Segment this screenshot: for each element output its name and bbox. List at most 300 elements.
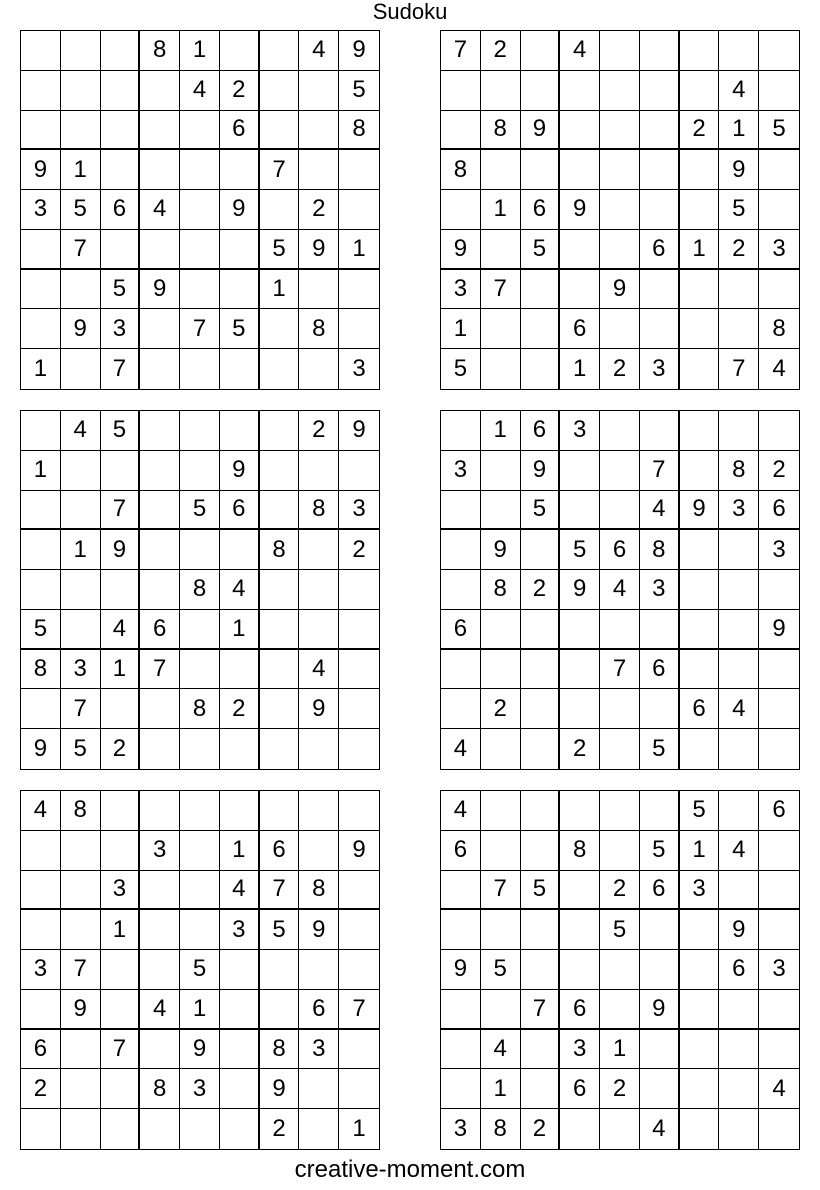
sudoku-cell (260, 31, 300, 71)
sudoku-cell (560, 791, 600, 831)
sudoku-cell: 2 (299, 190, 339, 230)
sudoku-cell (759, 650, 799, 690)
sudoku-cell: 1 (260, 270, 300, 310)
sudoku-cell (521, 729, 561, 769)
sudoku-cell (680, 950, 720, 990)
sudoku-cell (299, 349, 339, 389)
sudoku-cell (21, 1109, 61, 1149)
sudoku-cell (61, 451, 101, 491)
sudoku-cell (680, 729, 720, 769)
sudoku-cell: 7 (481, 270, 521, 310)
sudoku-cell: 2 (600, 349, 640, 389)
sudoku-cell (441, 1069, 481, 1109)
sudoku-cell (339, 910, 379, 950)
sudoku-cell (521, 610, 561, 650)
sudoku-cell: 6 (719, 950, 759, 990)
sudoku-cell: 6 (140, 610, 180, 650)
sudoku-cell (600, 190, 640, 230)
sudoku-cell: 8 (299, 491, 339, 531)
sudoku-cell (600, 451, 640, 491)
sudoku-cell: 2 (521, 1109, 561, 1149)
sudoku-cell (521, 1069, 561, 1109)
sudoku-cell (441, 650, 481, 690)
sudoku-cell: 3 (680, 871, 720, 911)
sudoku-cell (61, 1109, 101, 1149)
sudoku-cell (759, 689, 799, 729)
sudoku-cell (680, 1109, 720, 1149)
sudoku-cell: 5 (21, 610, 61, 650)
sudoku-cell (140, 570, 180, 610)
sudoku-cell (759, 31, 799, 71)
sudoku-cell (61, 71, 101, 111)
sudoku-cell (640, 31, 680, 71)
sudoku-cell: 7 (521, 990, 561, 1030)
sudoku-cell (220, 650, 260, 690)
sudoku-cell (61, 871, 101, 911)
sudoku-cell (180, 650, 220, 690)
sudoku-cell (441, 190, 481, 230)
sudoku-cell: 1 (481, 1069, 521, 1109)
sudoku-cell: 3 (21, 190, 61, 230)
sudoku-cell: 8 (61, 791, 101, 831)
sudoku-cell: 1 (61, 530, 101, 570)
sudoku-cell (759, 990, 799, 1030)
sudoku-cell: 2 (521, 570, 561, 610)
sudoku-cell (339, 1069, 379, 1109)
sudoku-cell: 6 (560, 309, 600, 349)
sudoku-cell (299, 570, 339, 610)
sudoku-cell: 2 (481, 689, 521, 729)
sudoku-cell (640, 111, 680, 151)
sudoku-cell (220, 1069, 260, 1109)
sudoku-cell (21, 990, 61, 1030)
sudoku-cell (481, 491, 521, 531)
sudoku-cell: 7 (61, 950, 101, 990)
sudoku-cell: 1 (680, 230, 720, 270)
sudoku-cell (339, 610, 379, 650)
sudoku-cell (101, 831, 141, 871)
sudoku-cell: 8 (441, 150, 481, 190)
sudoku-cell (21, 71, 61, 111)
sudoku-cell (441, 990, 481, 1030)
sudoku-cell: 1 (560, 349, 600, 389)
sudoku-cell (101, 71, 141, 111)
sudoku-cell: 6 (640, 650, 680, 690)
sudoku-cell (21, 530, 61, 570)
sudoku-cell: 7 (260, 150, 300, 190)
sudoku-cell (140, 689, 180, 729)
sudoku-cell (299, 831, 339, 871)
sudoku-cell (600, 31, 640, 71)
sudoku-cell (339, 1030, 379, 1070)
sudoku-cell (140, 530, 180, 570)
sudoku-cell: 9 (560, 570, 600, 610)
sudoku-cell (759, 871, 799, 911)
sudoku-cell: 5 (61, 190, 101, 230)
sudoku-cell (521, 530, 561, 570)
sudoku-cell: 5 (521, 871, 561, 911)
sudoku-cell (61, 831, 101, 871)
sudoku-cell: 2 (600, 871, 640, 911)
sudoku-cell (521, 150, 561, 190)
sudoku-cell (260, 729, 300, 769)
sudoku-cell: 1 (352, 1115, 366, 1143)
sudoku-cell (680, 349, 720, 389)
sudoku-cell (260, 309, 300, 349)
sudoku-cell (521, 1030, 561, 1070)
sudoku-cell: 9 (600, 270, 640, 310)
sudoku-cell (101, 31, 141, 71)
sudoku-cell: 2 (21, 1069, 61, 1109)
sudoku-cell: 3 (640, 349, 680, 389)
sudoku-cell: 3 (759, 950, 799, 990)
sudoku-cell (260, 650, 300, 690)
sudoku-cell: 5 (180, 491, 220, 531)
sudoku-cell: 4 (719, 71, 759, 111)
sudoku-cell (21, 230, 61, 270)
sudoku-cell: 6 (441, 610, 481, 650)
sudoku-cell (220, 270, 260, 310)
sudoku-cell: 6 (560, 990, 600, 1030)
sudoku-cell: 5 (600, 910, 640, 950)
sudoku-cell (719, 791, 759, 831)
sudoku-cell: 4 (560, 31, 600, 71)
sudoku-cell (220, 1109, 260, 1149)
sudoku-cell (339, 190, 379, 230)
sudoku-cell: 1 (339, 230, 379, 270)
sudoku-cell: 4 (640, 1109, 680, 1149)
sudoku-cell (640, 910, 680, 950)
sudoku-cell (680, 610, 720, 650)
sudoku-cell (560, 111, 600, 151)
sudoku-cell (481, 650, 521, 690)
sudoku-cell (719, 411, 759, 451)
sudoku-cell: 9 (719, 150, 759, 190)
sudoku-cell: 2 (680, 111, 720, 151)
sudoku-cell: 7 (61, 230, 101, 270)
sudoku-cell (299, 791, 339, 831)
sudoku-cell (180, 1109, 220, 1149)
sudoku-cell: 5 (640, 831, 680, 871)
sudoku-cell (101, 791, 141, 831)
sudoku-cell: 2 (339, 530, 379, 570)
sudoku-cell (140, 411, 180, 451)
sudoku-cell (180, 910, 220, 950)
sudoku-cell (719, 610, 759, 650)
sudoku-cell: 5 (61, 729, 101, 769)
site-footer: creative-moment.com (294, 1156, 526, 1183)
sudoku-cell: 2 (600, 1069, 640, 1109)
sudoku-cell (481, 230, 521, 270)
sudoku-cell (680, 190, 720, 230)
sudoku-cell: 5 (339, 71, 379, 111)
sudoku-grid-3 (20, 410, 380, 770)
sudoku-cell (600, 491, 640, 531)
sudoku-cell: 9 (521, 451, 561, 491)
sudoku-cell: 1 (180, 31, 220, 71)
sudoku-cell (680, 150, 720, 190)
sudoku-cell: 4 (441, 791, 481, 831)
sudoku-cell (680, 990, 720, 1030)
sudoku-cell (521, 71, 561, 111)
sudoku-cell (600, 729, 640, 769)
sudoku-cell: 6 (521, 411, 561, 451)
sudoku-cell (680, 451, 720, 491)
sudoku-cell: 9 (61, 990, 101, 1030)
sudoku-cell (680, 650, 720, 690)
sudoku-cell: 3 (180, 1069, 220, 1109)
sudoku-cell (220, 230, 260, 270)
sudoku-cell (260, 349, 300, 389)
sudoku-cell (481, 729, 521, 769)
sudoku-cell (719, 1069, 759, 1109)
sudoku-cell (640, 950, 680, 990)
sudoku-cell: 8 (339, 111, 379, 151)
sudoku-grid-5 (20, 790, 380, 1150)
sudoku-cell (140, 1030, 180, 1070)
sudoku-cell (21, 910, 61, 950)
sudoku-cell: 2 (101, 729, 141, 769)
sudoku-cell: 7 (441, 31, 481, 71)
sudoku-cell: 9 (299, 230, 339, 270)
sudoku-cell (759, 831, 799, 871)
sudoku-cell: 8 (140, 1069, 180, 1109)
sudoku-cell (180, 871, 220, 911)
sudoku-cell: 1 (21, 349, 61, 389)
sudoku-cell: 8 (140, 31, 180, 71)
sudoku-cell: 9 (560, 190, 600, 230)
sudoku-cell (560, 150, 600, 190)
sudoku-cell (180, 230, 220, 270)
sudoku-cell: 4 (640, 491, 680, 531)
sudoku-cell (640, 689, 680, 729)
sudoku-cell: 1 (180, 990, 220, 1030)
sudoku-cell: 9 (640, 990, 680, 1030)
sudoku-cell (101, 570, 141, 610)
sudoku-cell (180, 791, 220, 831)
sudoku-cell (140, 309, 180, 349)
sudoku-cell (441, 71, 481, 111)
sudoku-cell (441, 530, 481, 570)
sudoku-cell (180, 270, 220, 310)
sudoku-cell (220, 1030, 260, 1070)
sudoku-cell: 8 (719, 451, 759, 491)
sudoku-cell (600, 689, 640, 729)
sudoku-cell: 9 (441, 950, 481, 990)
sudoku-cell: 5 (560, 530, 600, 570)
sudoku-cell: 7 (260, 871, 300, 911)
sudoku-cell: 5 (101, 270, 141, 310)
sudoku-cell: 8 (260, 530, 300, 570)
sudoku-cell: 7 (339, 990, 379, 1030)
sudoku-cell (180, 150, 220, 190)
sudoku-cell: 9 (521, 111, 561, 151)
sudoku-cell (61, 31, 101, 71)
sudoku-cell: 7 (101, 349, 141, 389)
sudoku-cell (680, 910, 720, 950)
sudoku-grid-1 (20, 30, 380, 390)
sudoku-cell (339, 451, 379, 491)
sudoku-cell: 4 (772, 355, 786, 383)
sudoku-cell: 2 (481, 31, 521, 71)
sudoku-cell (140, 910, 180, 950)
sudoku-cell: 9 (21, 150, 61, 190)
sudoku-cell (339, 570, 379, 610)
sudoku-cell (140, 150, 180, 190)
sudoku-cell (140, 729, 180, 769)
sudoku-cell (339, 270, 379, 310)
sudoku-cell: 5 (260, 230, 300, 270)
sudoku-cell: 6 (220, 111, 260, 151)
sudoku-cell: 4 (180, 71, 220, 111)
sudoku-cell: 4 (220, 871, 260, 911)
sudoku-cell (719, 729, 759, 769)
sudoku-cell (101, 689, 141, 729)
sudoku-cell: 7 (600, 650, 640, 690)
sudoku-cell: 4 (481, 1030, 521, 1070)
sudoku-cell: 5 (719, 190, 759, 230)
sudoku-cell (220, 950, 260, 990)
sudoku-cell (640, 610, 680, 650)
sudoku-cell: 8 (481, 111, 521, 151)
sudoku-cell: 4 (220, 570, 260, 610)
sudoku-cell: 3 (560, 1030, 600, 1070)
sudoku-cell: 9 (299, 689, 339, 729)
sudoku-cell: 7 (140, 650, 180, 690)
sudoku-cell: 8 (180, 689, 220, 729)
sudoku-cell (21, 871, 61, 911)
sudoku-cell: 5 (180, 950, 220, 990)
sudoku-cell (21, 570, 61, 610)
sudoku-cell (680, 31, 720, 71)
sudoku-cell: 9 (339, 31, 379, 71)
page-title: Sudoku (372, 0, 448, 24)
sudoku-cell (61, 1030, 101, 1070)
sudoku-cell (560, 270, 600, 310)
sudoku-cell: 4 (719, 831, 759, 871)
sudoku-cell (339, 871, 379, 911)
sudoku-cell: 8 (21, 650, 61, 690)
sudoku-cell (220, 349, 260, 389)
sudoku-cell (560, 230, 600, 270)
sudoku-cell: 5 (759, 111, 799, 151)
sudoku-cell: 8 (640, 530, 680, 570)
sudoku-cell (719, 309, 759, 349)
sudoku-cell: 4 (140, 990, 180, 1030)
sudoku-cell (481, 990, 521, 1030)
sudoku-cell (680, 411, 720, 451)
sudoku-cell: 1 (220, 610, 260, 650)
sudoku-cell (260, 570, 300, 610)
sudoku-cell (640, 411, 680, 451)
sudoku-cell (441, 491, 481, 531)
sudoku-cell (441, 1030, 481, 1070)
sudoku-cell: 4 (719, 689, 759, 729)
sudoku-cell (260, 190, 300, 230)
sudoku-cell (680, 1069, 720, 1109)
sudoku-cell (680, 1030, 720, 1070)
sudoku-cell: 6 (560, 1069, 600, 1109)
sudoku-cell (260, 791, 300, 831)
sudoku-cell (680, 570, 720, 610)
sudoku-cell: 9 (299, 910, 339, 950)
sudoku-cell (560, 610, 600, 650)
sudoku-cell: 2 (220, 71, 260, 111)
sudoku-cell (719, 570, 759, 610)
sudoku-cell (560, 491, 600, 531)
sudoku-cell: 5 (441, 349, 481, 389)
sudoku-cell: 3 (101, 309, 141, 349)
sudoku-cell: 1 (21, 451, 61, 491)
sudoku-grid-6 (440, 790, 800, 1150)
sudoku-cell (339, 729, 379, 769)
sudoku-cell: 1 (101, 650, 141, 690)
sudoku-cell (21, 411, 61, 451)
sudoku-cell: 3 (299, 1030, 339, 1070)
sudoku-cell: 5 (260, 910, 300, 950)
sudoku-cell: 2 (220, 689, 260, 729)
sudoku-cell (101, 150, 141, 190)
sudoku-cell: 1 (719, 111, 759, 151)
sudoku-cell: 1 (481, 190, 521, 230)
sudoku-cell: 3 (61, 650, 101, 690)
sudoku-cell: 9 (339, 831, 379, 871)
sudoku-cell (600, 150, 640, 190)
sudoku-cell (441, 689, 481, 729)
sudoku-cell (560, 71, 600, 111)
sudoku-cell: 5 (101, 411, 141, 451)
sudoku-cell: 8 (481, 1109, 521, 1149)
sudoku-cell (521, 650, 561, 690)
sudoku-cell (220, 791, 260, 831)
sudoku-cell (339, 791, 379, 831)
sudoku-cell (441, 411, 481, 451)
sudoku-cell (521, 270, 561, 310)
sudoku-cell (441, 111, 481, 151)
sudoku-cell: 9 (61, 309, 101, 349)
sudoku-cell (220, 729, 260, 769)
sudoku-cell: 2 (759, 451, 799, 491)
sudoku-cell (180, 729, 220, 769)
sudoku-cell (759, 1109, 799, 1149)
sudoku-cell (339, 650, 379, 690)
sudoku-cell: 9 (339, 411, 379, 451)
sudoku-cell: 3 (441, 451, 481, 491)
sudoku-cell (339, 689, 379, 729)
sudoku-cell: 3 (719, 491, 759, 531)
sudoku-cell (719, 31, 759, 71)
sudoku-cell (680, 530, 720, 570)
sudoku-cell (600, 111, 640, 151)
sudoku-cell (260, 689, 300, 729)
sudoku-cell: 3 (640, 570, 680, 610)
sudoku-cell: 2 (299, 411, 339, 451)
sudoku-cell (521, 950, 561, 990)
sudoku-cell (600, 990, 640, 1030)
sudoku-cell (680, 71, 720, 111)
sudoku-cell (299, 1109, 339, 1149)
sudoku-cell (481, 451, 521, 491)
sudoku-cell (299, 530, 339, 570)
sudoku-cell (759, 150, 799, 190)
sudoku-cell: 5 (220, 309, 260, 349)
sudoku-cell: 6 (759, 791, 799, 831)
sudoku-cell (560, 1109, 600, 1149)
sudoku-cell (521, 309, 561, 349)
sudoku-cell: 1 (441, 309, 481, 349)
sudoku-cell (560, 871, 600, 911)
sudoku-cell: 2 (719, 230, 759, 270)
